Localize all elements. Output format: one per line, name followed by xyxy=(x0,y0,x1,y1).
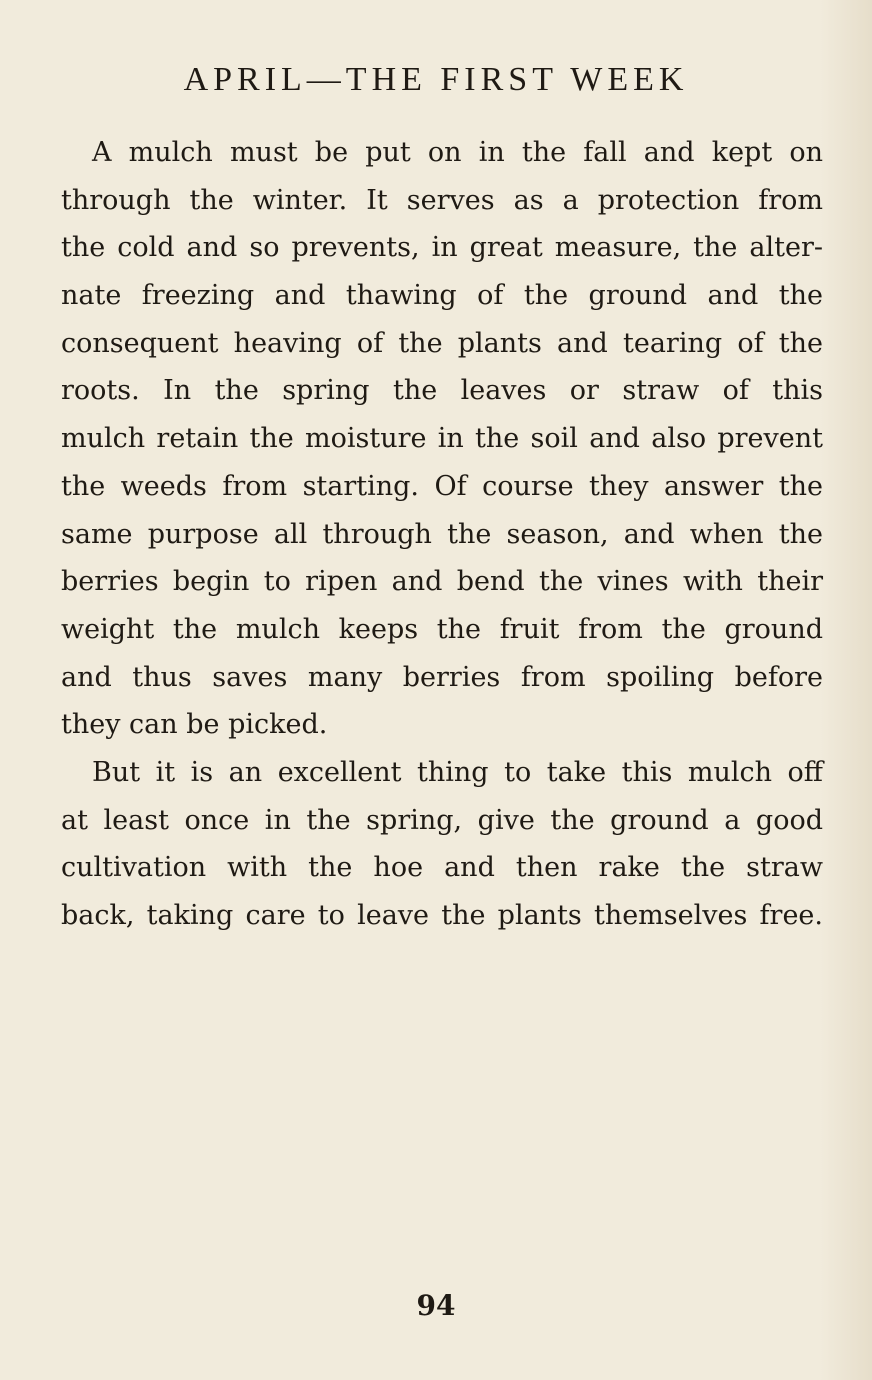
text-line: weight the mulch keeps the fruit from the ground xyxy=(61,613,823,645)
text-line: and thus saves many berries from spoiling before xyxy=(61,661,823,693)
text-line: the cold and so prevents, in great measure, the alter- xyxy=(61,232,823,264)
page-number: 94 xyxy=(416,1289,456,1322)
text-line: back, taking care to leave the plants themselves free. xyxy=(61,900,823,931)
text-line: consequent heaving of the plants and tearing of the xyxy=(61,327,823,359)
text-line: the weeds from starting. Of course they answer the xyxy=(61,470,823,502)
text-line: berries begin to ripen and bend the vines with their xyxy=(61,566,823,598)
text-line: through the winter. It serves as a protection from xyxy=(61,184,823,216)
text-line: roots. In the spring the leaves or straw of this xyxy=(61,375,823,407)
text-line: But it is an excellent thing to take this mulch off xyxy=(92,756,823,788)
body-text xyxy=(61,129,823,940)
text-line: A mulch must be put on in the fall and kept on xyxy=(92,137,823,168)
text-line: they can be picked. xyxy=(61,709,328,741)
text-line: at least once in the spring, give the ground a good xyxy=(61,804,823,836)
text-line: mulch retain the moisture in the soil and also prevent xyxy=(61,423,823,455)
paragraph-2 xyxy=(61,749,823,940)
text-line: nate freezing and thawing of the ground and the xyxy=(61,280,823,312)
running-head: APRIL—THE FIRST WEEK xyxy=(183,61,689,98)
text-line: cultivation with the hoe and then rake the straw xyxy=(61,852,823,884)
paragraph-1 xyxy=(61,129,823,749)
text-line: same purpose all through the season, and when the xyxy=(61,518,823,550)
